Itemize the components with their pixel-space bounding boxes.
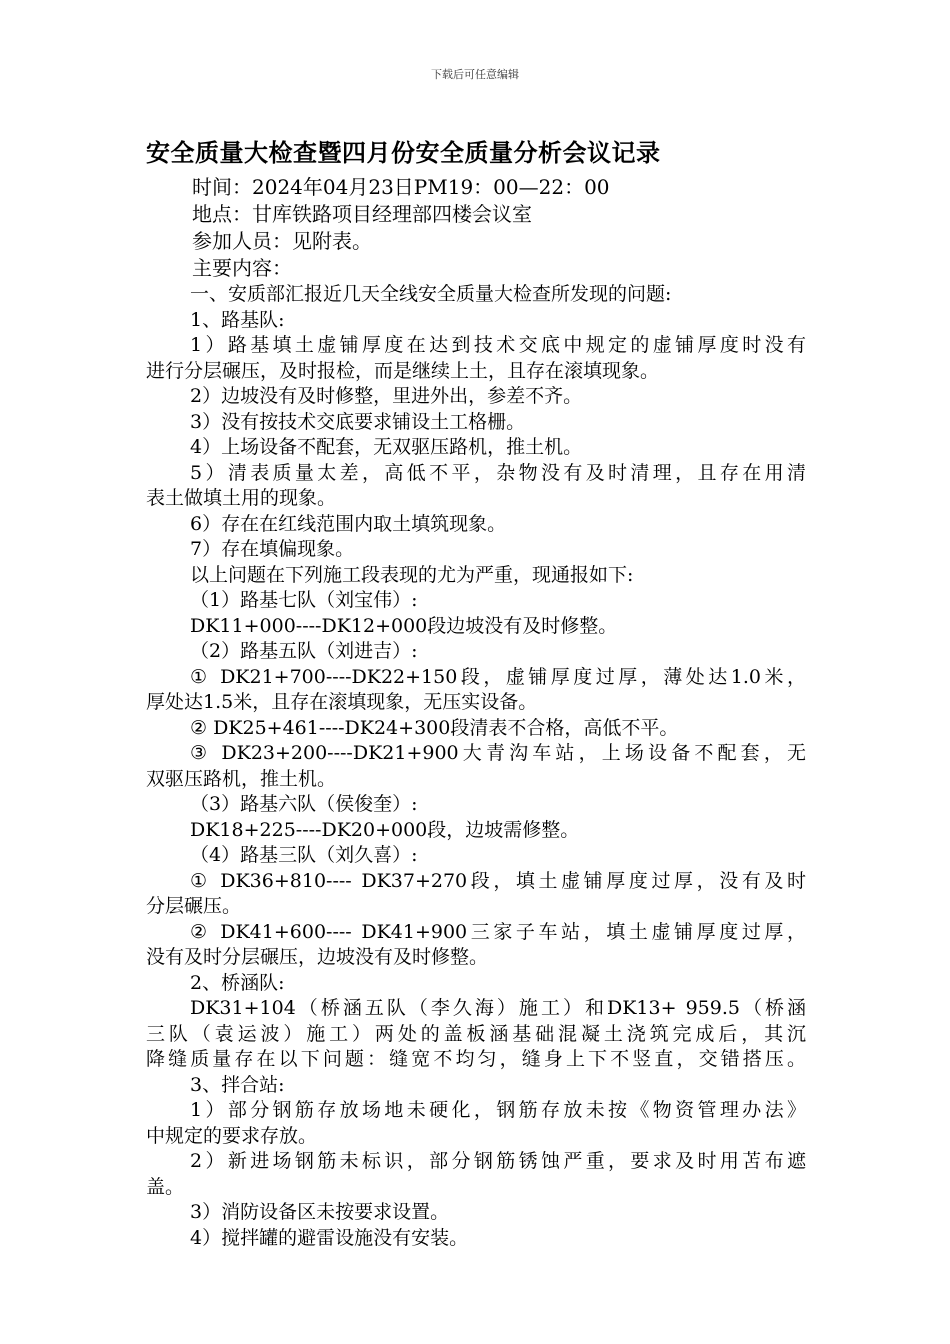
content-line: 没有及时分层碾压，边坡没有及时修整。 [146,946,489,968]
content-line: 4）上场设备不配套，无双驱压路机，推土机。 [190,436,583,458]
content-line: ① DK36+810---- DK37+270段，填土虚铺厚度过厚，没有及时 [190,869,806,892]
content-line: 厚处达1.5米，且存在滚填现象，无压实设备。 [146,691,538,713]
content-line: 6）存在在红线范围内取土填筑现象。 [190,512,507,535]
meeting-time: 时间：2024年04月23日PM19：00—22：00 [192,175,610,199]
content-line: 2）新进场钢筋未标识，部分钢筋锈蚀严重，要求及时用苫布遮 [190,1150,806,1172]
content-line: （1）路基七队（刘宝伟）: [190,589,418,611]
content-line: ② DK25+461----DK24+300段清表不合格，高低不平。 [190,716,679,739]
header-note: 下载后可任意编辑 [431,68,519,81]
content-line: 3）没有按技术交底要求铺设土工格栅。 [190,410,526,433]
content-line: 一、安质部汇报近几天全线安全质量大检查所发现的问题: [190,283,672,305]
content-line: ② DK41+600---- DK41+900三家子车站，填土虚铺厚度过厚， [190,920,806,943]
main-content-label: 主要内容： [192,256,292,280]
content-line: 3、拌合站: [190,1073,285,1096]
content-line: 1）路基填土虚铺厚度在达到技术交底中规定的虚铺厚度时没有 [190,334,806,356]
content-line: DK18+225----DK20+000段，边坡需修整。 [190,818,580,841]
content-line: 以上问题在下列施工段表现的尤为严重，现通报如下: [190,563,634,586]
content-line: 5）清表质量太差，高低不平，杂物没有及时清理，且存在用清 [190,461,806,484]
content-line: （2）路基五队（刘进吉）: [190,640,418,662]
content-line: ① DK21+700----DK22+150段，虚铺厚度过厚，薄处达1.0米， [190,665,806,688]
content-line: DK11+000----DK12+000段边坡没有及时修整。 [190,614,618,637]
content-line: 盖。 [146,1175,185,1198]
content-line: 分层碾压。 [146,895,242,917]
content-line: 1）部分钢筋存放场地未硬化，钢筋存放未按《物资管理办法》 [190,1099,806,1121]
content-line: 三队（袁运波）施工）两处的盖板涵基础混凝土浇筑完成后，其沉 [146,1022,806,1045]
content-line: 进行分层碾压，及时报检，而是继续上土，且存在滚填现象。 [146,359,660,382]
content-line: 2）边坡没有及时修整，里进外出，参差不齐。 [190,385,583,407]
meeting-attendees: 参加人员：见附表。 [192,229,372,253]
content-line: （4）路基三队（刘久喜）: [190,844,418,866]
content-line: DK31+104（桥涵五队（李久海）施工）和DK13+ 959.5（桥涵 [190,997,806,1019]
content-line: 7）存在填偏现象。 [190,538,355,560]
content-line: 4）搅拌罐的避雷设施没有安装。 [190,1226,469,1249]
content-line: 3）消防设备区未按要求设置。 [190,1201,450,1223]
content-line: ③ DK23+200----DK21+900大青沟车站，上场设备不配套，无 [190,742,806,764]
document-title: 安全质量大检查暨四月份安全质量分析会议记录 [146,138,661,167]
content-line: 2、桥涵队: [190,971,285,994]
content-line: 双驱压路机，推土机。 [146,767,337,790]
content-line: 中规定的要求存放。 [146,1124,318,1147]
meeting-place: 地点：甘库铁路项目经理部四楼会议室 [192,202,532,226]
content-line: 降缝质量存在以下问题：缝宽不均匀，缝身上下不竖直，交错搭压。 [146,1048,806,1070]
content-line: （3）路基六队（侯俊奎）: [190,793,418,815]
content-line: 表土做填土用的现象。 [146,487,337,509]
content-lines [146,282,806,1251]
document-body [146,174,806,1251]
content-line: 1、路基队: [190,308,285,331]
